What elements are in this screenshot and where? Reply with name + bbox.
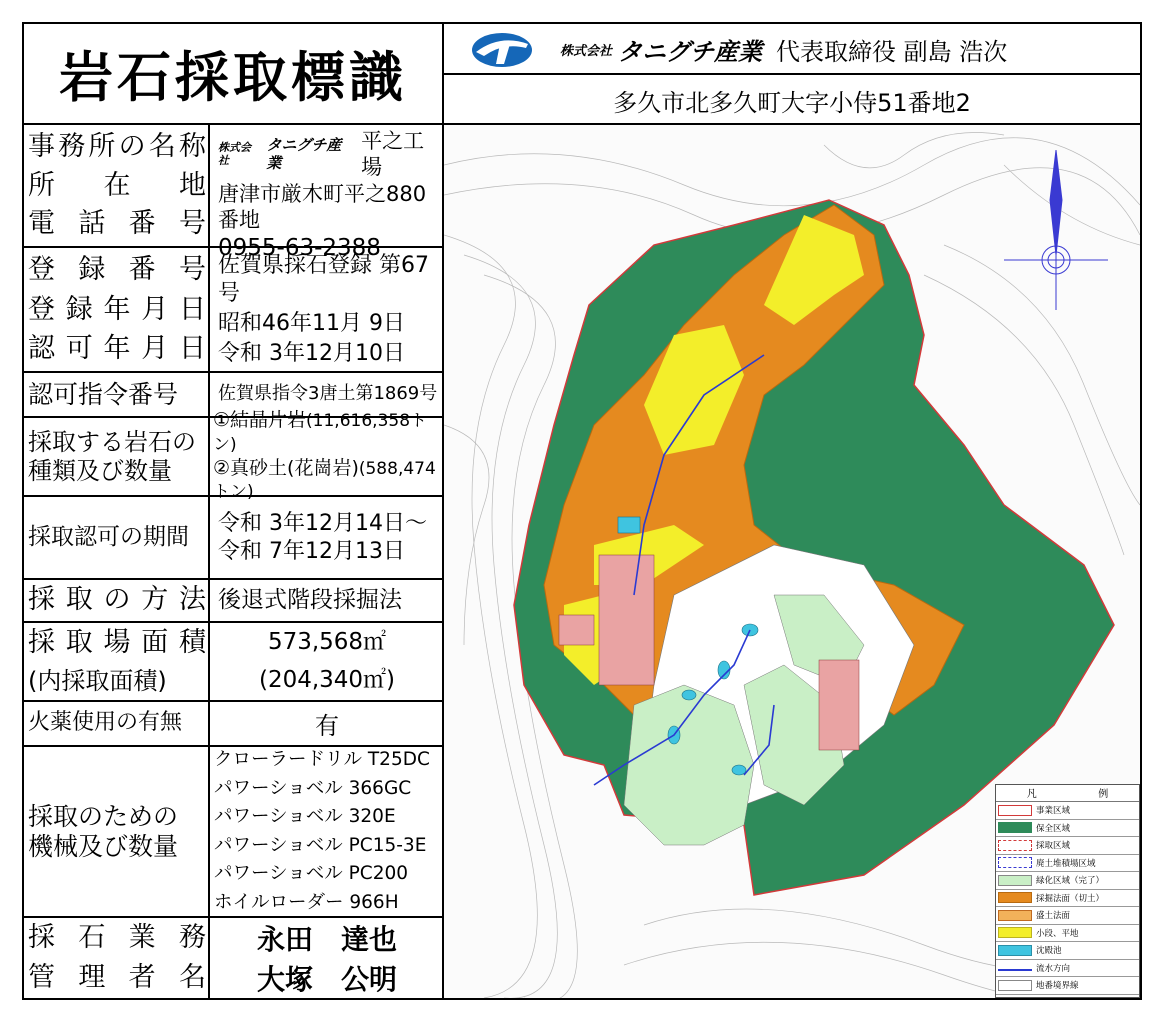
legend-label: 採取区域 bbox=[1036, 841, 1071, 852]
legend-label: 沈殿池 bbox=[1036, 946, 1062, 957]
area-total: 573,568㎡ bbox=[267, 628, 387, 655]
manager-name-2: 大塚 公明 bbox=[256, 963, 397, 996]
permit-order-value: 佐賀県指令3唐土第1869号 bbox=[218, 383, 438, 405]
legend-swatch bbox=[998, 965, 1032, 971]
office-name: 株式会社 タニグチ産業 平之工場 bbox=[218, 129, 425, 180]
legend-item bbox=[996, 960, 1139, 978]
rock-type-2: ②真砂土(花崗岩)(588,474トン) bbox=[213, 456, 436, 503]
legend-label: 保全区域 bbox=[1036, 823, 1071, 834]
manager-labels bbox=[28, 918, 206, 998]
office-labels bbox=[28, 128, 206, 244]
permit-date: 令和 3年12月10日 bbox=[218, 341, 405, 367]
legend-label: 流水方向 bbox=[1036, 963, 1071, 974]
legend-swatch bbox=[998, 805, 1032, 816]
divider bbox=[208, 124, 210, 998]
machinery-item: ホイルローダー 966H bbox=[214, 891, 399, 913]
legend-item bbox=[996, 820, 1139, 838]
header-company-name: タニグチ産業 bbox=[618, 37, 763, 66]
legend-swatch bbox=[998, 945, 1032, 956]
area-labels bbox=[28, 623, 206, 700]
header-company-prefix: 株式会社 bbox=[560, 43, 613, 59]
legend-label: 小段、平地 bbox=[1036, 928, 1079, 939]
method-value: 後退式階段採掘法 bbox=[218, 587, 402, 614]
legend-swatch bbox=[998, 857, 1032, 868]
registration-values bbox=[212, 251, 442, 369]
legend-label: 地番境界線 bbox=[1036, 981, 1079, 992]
area-extraction: (204,340㎡) bbox=[258, 667, 396, 694]
period-start: 令和 3年12月14日～ bbox=[218, 510, 427, 536]
legend-item bbox=[996, 977, 1139, 995]
area-values bbox=[212, 623, 442, 700]
header-representative: 代表取締役 副島 浩次 bbox=[776, 37, 1008, 66]
permit-date-label: 認 可 年 月 日 bbox=[28, 333, 206, 365]
period-values bbox=[212, 497, 442, 578]
office-phone-label: 電 話 番 号 bbox=[28, 208, 206, 240]
explosives-value: 有 bbox=[315, 712, 339, 740]
legend-item bbox=[996, 872, 1139, 890]
legend-item bbox=[996, 837, 1139, 855]
office-values bbox=[212, 128, 442, 261]
header-company bbox=[560, 28, 1007, 70]
method-label: 採 取 の 方 法 bbox=[28, 584, 206, 616]
permit-order-label: 認可指令番号 bbox=[28, 379, 179, 409]
legend-item bbox=[996, 890, 1139, 908]
divider bbox=[444, 73, 1140, 75]
legend-swatch bbox=[998, 927, 1032, 938]
manager-label-2: 管 理 者 名 bbox=[28, 961, 206, 993]
area-extraction-label: (内採取面積) bbox=[28, 667, 167, 696]
period-end: 令和 7年12月13日 bbox=[218, 538, 405, 564]
legend-item bbox=[996, 907, 1139, 925]
legend-swatch bbox=[998, 875, 1032, 886]
legend-swatch bbox=[998, 980, 1032, 991]
machinery-item: パワーショベル 366GC bbox=[214, 777, 412, 799]
area-total-label: 採 取 場 面 積 bbox=[28, 626, 206, 658]
office-name-label: 事 務 所 の 名 称 bbox=[28, 131, 206, 163]
header-address: 多久市北多久町大字小侍51番地2 bbox=[613, 88, 971, 117]
legend-item bbox=[996, 802, 1139, 820]
machinery-item: パワーショベル PC200 bbox=[214, 863, 409, 885]
manager-names bbox=[212, 918, 442, 998]
map-legend bbox=[995, 784, 1140, 998]
legend-label: 事業区域 bbox=[1036, 806, 1071, 817]
legend-swatch bbox=[998, 892, 1032, 903]
registration-date-label: 登 録 年 月 日 bbox=[28, 293, 206, 325]
registration-labels bbox=[28, 251, 206, 369]
legend-item bbox=[996, 855, 1139, 873]
machinery-label: 採取のための 機械及び数量 bbox=[28, 801, 179, 861]
machinery-item: クローラードリル T25DC bbox=[214, 749, 430, 770]
rock-type-1: ①結晶片岩(11,616,358トン) bbox=[213, 408, 428, 455]
legend-swatch bbox=[998, 910, 1032, 921]
rock-types-label: 採取する岩石の 種類及び数量 bbox=[28, 427, 196, 485]
registration-number-label: 登 録 番 号 bbox=[28, 254, 206, 286]
legend-title: 凡 例 bbox=[996, 785, 1139, 802]
legend-item bbox=[996, 942, 1139, 960]
office-location-label: 所 在 地 bbox=[28, 169, 206, 201]
rock-types-values bbox=[210, 408, 442, 503]
sign-title: 岩石採取標識 bbox=[59, 45, 407, 109]
explosives-label: 火薬使用の有無 bbox=[28, 710, 183, 736]
registration-date: 昭和46年11月 9日 bbox=[218, 311, 405, 336]
registration-number: 佐賀県採石登録 第67号 bbox=[218, 253, 429, 306]
legend-swatch bbox=[998, 840, 1032, 851]
manager-name-1: 永田 達也 bbox=[256, 923, 397, 956]
legend-item bbox=[996, 925, 1139, 943]
company-logo-icon bbox=[470, 30, 534, 70]
manager-label-1: 採 石 業 務 bbox=[28, 921, 206, 953]
machinery-list bbox=[211, 749, 442, 914]
machinery-item: パワーショベル 320E bbox=[214, 806, 396, 828]
legend-label: 盛土法面 bbox=[1036, 911, 1071, 922]
machinery-item: パワーショベル PC15-3E bbox=[214, 834, 427, 856]
office-location: 唐津市厳木町平之880番地 bbox=[218, 181, 427, 233]
period-label: 採取認可の期間 bbox=[28, 523, 189, 550]
office-phone: 0955-63-2388 bbox=[218, 234, 381, 261]
legend-label: 緑化区域（完了） bbox=[1036, 876, 1105, 887]
legend-swatch bbox=[998, 822, 1032, 833]
legend-label: 廃土堆積場区域 bbox=[1036, 858, 1096, 869]
legend-label: 採掘法面（切土） bbox=[1036, 893, 1105, 904]
